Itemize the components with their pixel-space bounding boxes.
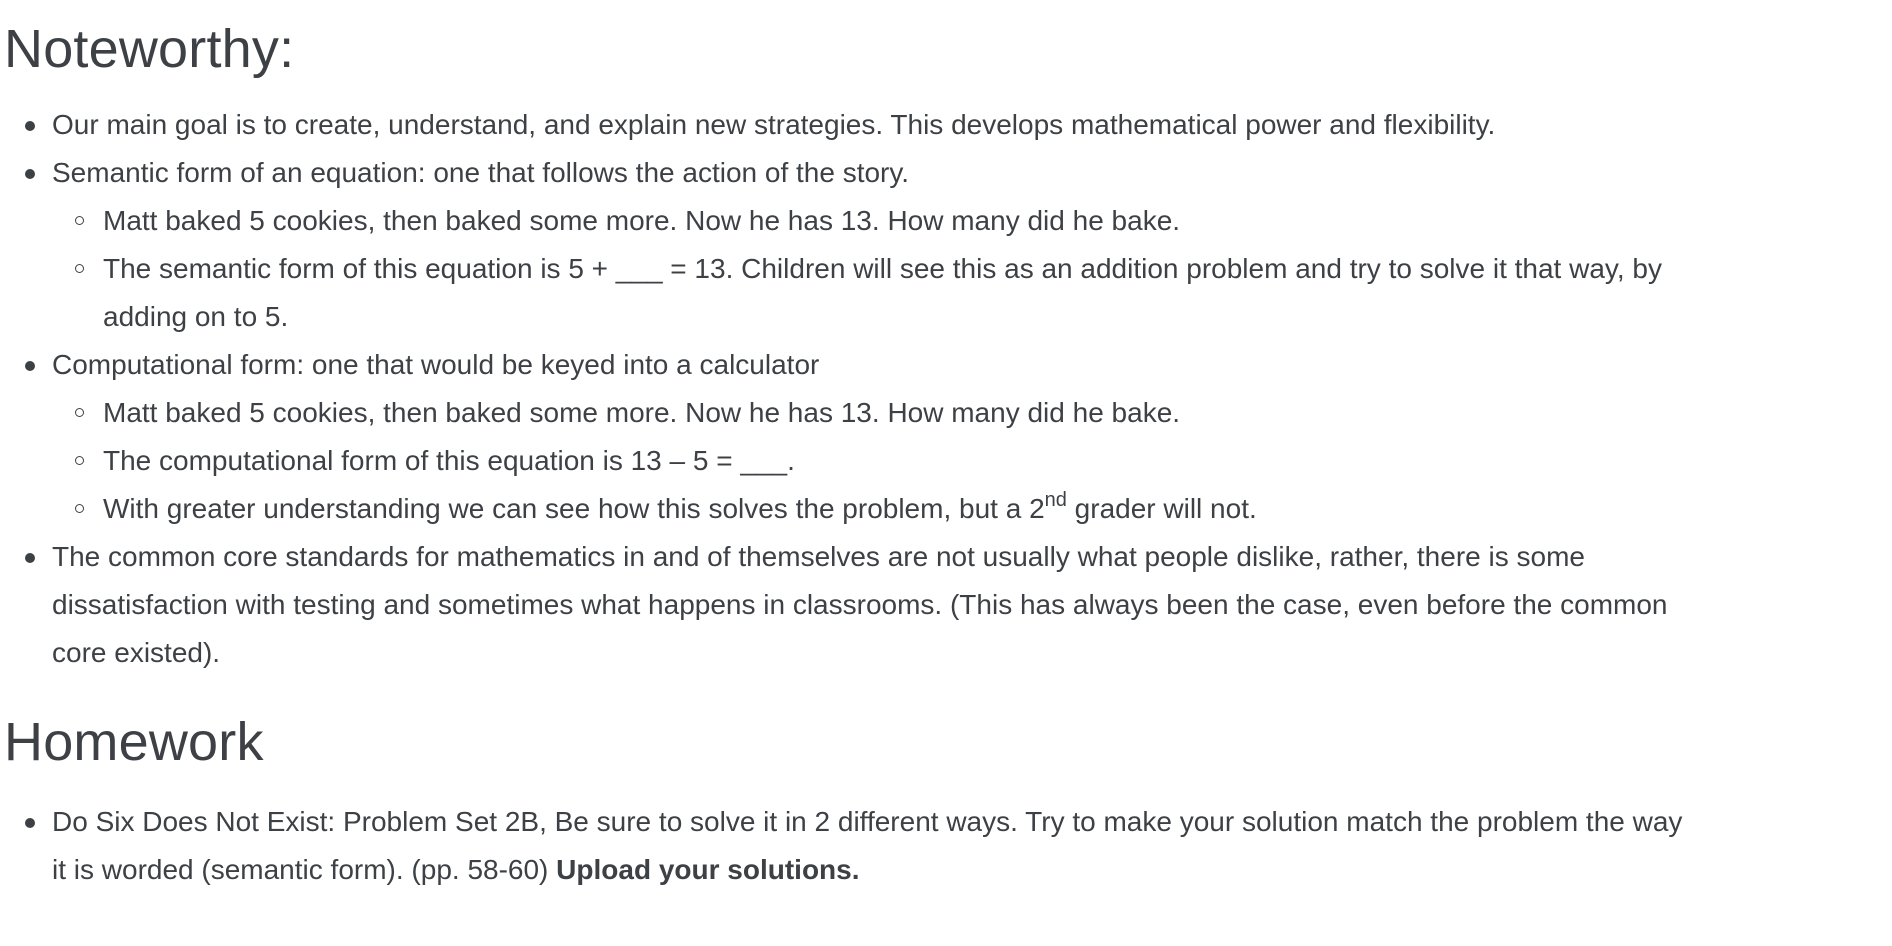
bullet-icon <box>25 169 35 179</box>
item-text: Our main goal is to create, understand, and explain new strategies. This develops mathematical power and flexibility. <box>52 109 1496 140</box>
item-text: Computational form: one that would be keyed into a calculator <box>52 349 820 380</box>
sub-item-text-before: With greater understanding we can see how this solves the problem, but a 2 <box>103 493 1045 524</box>
sub-item-text: Matt baked 5 cookies, then baked some more. Now he has 13. How many did he bake. <box>103 397 1181 428</box>
bullet-icon <box>25 361 35 371</box>
sub-list-item <box>103 389 1692 437</box>
bullet-icon <box>25 121 35 131</box>
homework-list <box>4 798 1692 894</box>
sub-list-item <box>103 485 1692 533</box>
item-text: Do Six Does Not Exist: Problem Set 2B, Be sure to solve it in 2 different ways. Try to make your solution match the problem the way it is worded (semantic form). (pp. 58-60) <box>52 806 1683 885</box>
list-item <box>52 798 1692 894</box>
sub-item-text: The computational form of this equation is 13 – 5 = ___. <box>103 445 795 476</box>
sub-list-item <box>103 245 1692 341</box>
hollow-bullet-icon <box>75 264 84 273</box>
noteworthy-list <box>4 101 1692 677</box>
hollow-bullet-icon <box>75 408 84 417</box>
sub-item-text: The semantic form of this equation is 5 + ___ = 13. Children will see this as an addition problem and try to solve it that way, by adding on to 5. <box>103 253 1662 332</box>
hollow-bullet-icon <box>75 456 84 465</box>
sub-list-item <box>103 437 1692 485</box>
homework-heading: Homework <box>4 712 264 772</box>
sub-item-text-after: grader will not. <box>1066 493 1257 524</box>
list-item <box>52 149 1692 341</box>
sub-list <box>52 389 1692 533</box>
sub-item-text: Matt baked 5 cookies, then baked some more. Now he has 13. How many did he bake. <box>103 205 1181 236</box>
item-text: Semantic form of an equation: one that follows the action of the story. <box>52 157 910 188</box>
bullet-icon <box>25 553 35 563</box>
list-item <box>52 341 1692 533</box>
hollow-bullet-icon <box>75 216 84 225</box>
sub-list-item <box>103 197 1692 245</box>
sub-list <box>52 197 1692 341</box>
list-item <box>52 101 1692 149</box>
ordinal-superscript: nd <box>1044 489 1067 511</box>
hollow-bullet-icon <box>75 504 84 513</box>
list-item <box>52 533 1692 677</box>
item-text: The common core standards for mathematics in and of themselves are not usually what people dislike, rather, there is some dissatisfaction with testing and sometimes what happens in classrooms. (This has always been the case, even before the common core existed). <box>52 541 1668 668</box>
page-content <box>4 0 1884 894</box>
noteworthy-heading: Noteworthy: <box>4 19 295 79</box>
bullet-icon <box>25 818 35 828</box>
upload-instruction: Upload your solutions. <box>556 854 860 885</box>
